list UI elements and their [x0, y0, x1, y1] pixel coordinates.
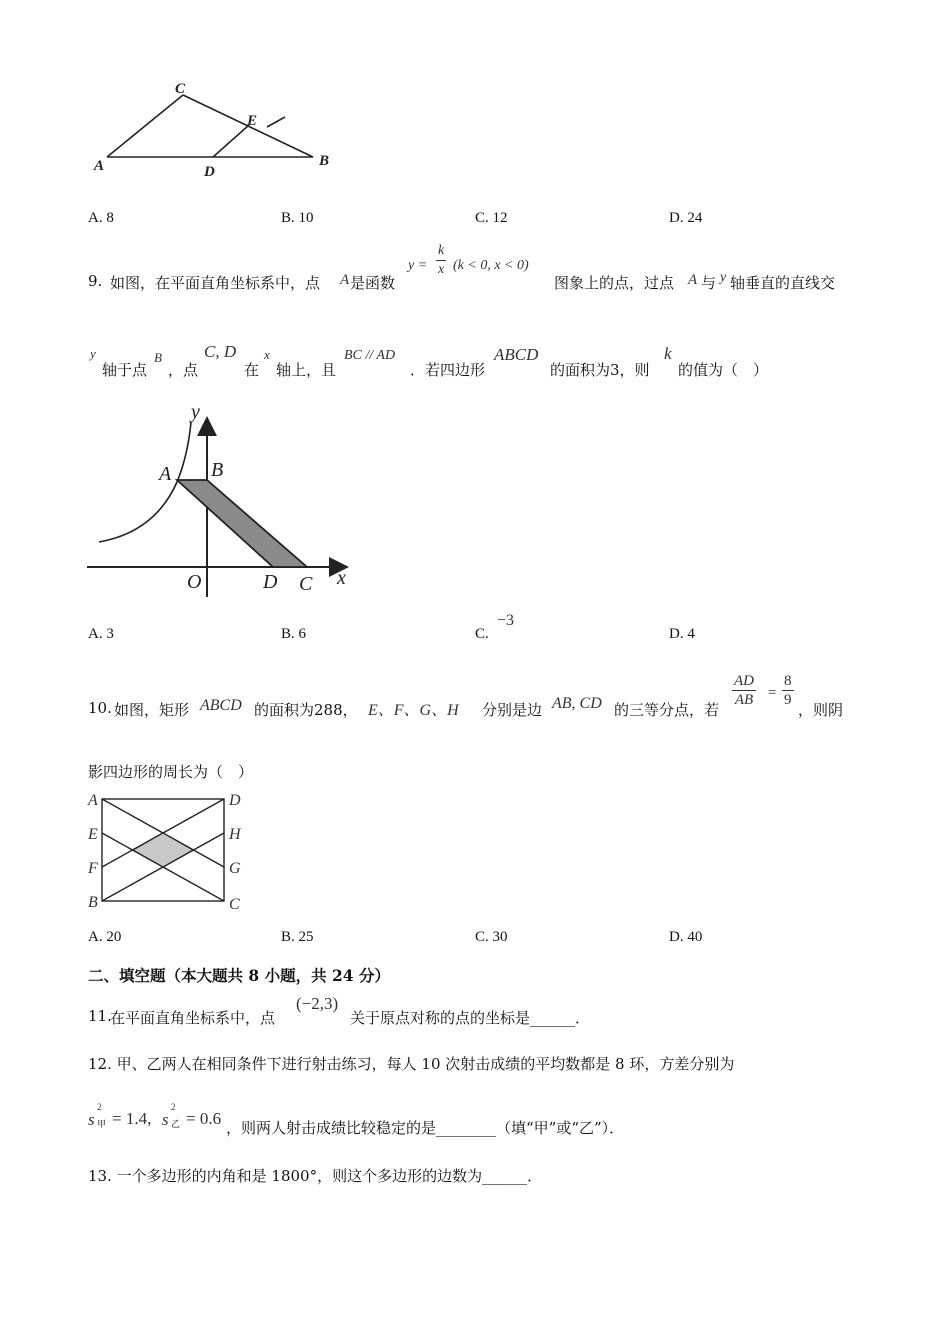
q9-fig-label-c: C: [299, 573, 313, 595]
q10-ratio-fraction: [732, 672, 756, 709]
q8-option-b: B. 10: [281, 210, 314, 226]
q10-eq: =: [768, 685, 777, 701]
q9-text4: 与: [701, 274, 717, 292]
q9-abcd: ABCD: [494, 345, 539, 364]
q12-s-sub-b: 乙: [171, 1120, 181, 1130]
q10-rectangle-figure: [85, 785, 265, 917]
q12-s-sub-a: 甲: [97, 1120, 107, 1130]
q12-text1: 甲、乙两人在相同条件下进行射击练习，每人 10 次射击成绩的平均数都是 8 环，方差分别为: [116, 1055, 735, 1073]
q9-text3: 图象上的点，过点: [554, 274, 675, 292]
q9-line2-y: y: [90, 346, 96, 361]
q10-fig-label-b: B: [88, 894, 98, 911]
q12-s-val-b: = 0.6: [186, 1109, 222, 1128]
q9-func-k: k: [436, 242, 446, 261]
q12-s-symbol-a: s: [88, 1110, 95, 1129]
q9-func-y: y =: [408, 258, 428, 273]
q11-number: 11.: [88, 1007, 112, 1025]
q11-point: (−2,3): [296, 994, 339, 1013]
q9-option-c: C.: [475, 626, 489, 642]
q11-text1: 在平面直角坐标系中，点: [110, 1009, 276, 1027]
q9-func-fraction: [436, 242, 446, 279]
q8-label-c: C: [175, 81, 186, 97]
q10-sides: AB, CD: [552, 695, 602, 712]
section-2-title: 二、填空题（本大题共 8 小题，共 24 分）: [88, 966, 390, 985]
q10-fig-label-c: C: [229, 896, 240, 913]
q9-func-condition: (k < 0, x < 0): [453, 258, 529, 273]
q9-points-cd: C, D: [204, 342, 237, 361]
q9-text7: ，点: [168, 361, 199, 379]
q8-option-d: D. 24: [669, 210, 703, 226]
q12-s-val-a: = 1.4,: [112, 1109, 152, 1128]
q8-triangle-figure: [85, 75, 345, 185]
q12-text2: ，则两人射击成绩比较稳定的是________（填“甲”或“乙”）．: [226, 1119, 625, 1137]
q9-option-c-value: −3: [497, 612, 515, 629]
q8-label-a: A: [94, 158, 105, 174]
q10-val-den: 9: [784, 692, 792, 708]
q13-number: 13.: [88, 1167, 112, 1185]
q12-number: 12.: [88, 1055, 112, 1073]
q12-s-sup-b: 2: [171, 1102, 176, 1112]
q9-text11: 的面积为3，则: [550, 361, 650, 379]
q9-parallel: BC // AD: [344, 348, 396, 363]
q10-fig-label-a: A: [88, 792, 98, 809]
q9-fig-label-y: y: [191, 401, 200, 423]
q10-text5: ，则阴: [798, 701, 844, 719]
q8-label-e: E: [247, 113, 258, 129]
q9-k-var: k: [664, 344, 672, 363]
q10-frac-den: AB: [734, 692, 754, 708]
q9-text5: 轴垂直的直线交: [730, 274, 836, 292]
q10-line2: 影四边形的周长为（ ）: [88, 763, 254, 781]
q13-text1: 一个多边形的内角和是 1800°，则这个多边形的边数为______．: [116, 1167, 543, 1185]
q10-fig-label-e: E: [88, 826, 98, 843]
q11-text2: 关于原点对称的点的坐标是______．: [350, 1009, 591, 1027]
q12-s-sup-a: 2: [97, 1102, 102, 1112]
q10-option-a: A. 20: [88, 929, 122, 945]
q10-fig-label-d: D: [229, 792, 241, 809]
q9-text2: 是函数: [350, 274, 396, 292]
q8-option-c: C. 12: [475, 210, 508, 226]
q9-func-x: x: [438, 262, 445, 277]
q10-fig-label-f: F: [88, 860, 98, 877]
q9-fig-label-x: x: [337, 567, 346, 589]
q10-option-b: B. 25: [281, 929, 314, 945]
q8-label-b: B: [319, 153, 330, 169]
q10-value-fraction: [782, 672, 794, 709]
q9-point-a: A: [340, 272, 350, 288]
q10-text4: 的三等分点，若: [614, 701, 720, 719]
q9-fig-label-o: O: [187, 571, 202, 593]
q9-coordinate-figure: [85, 400, 365, 605]
q9-x-var: x: [264, 347, 270, 362]
q10-val-num: 8: [784, 673, 792, 689]
q10-fig-label-h: H: [229, 826, 241, 843]
q10-text2: 的面积为288，: [254, 701, 358, 719]
q13-line: [88, 1165, 542, 1186]
q9-fig-label-b: B: [211, 459, 224, 481]
q9-text6: 轴于点: [102, 361, 148, 379]
q10-abcd: ABCD: [200, 697, 242, 714]
q9-y-var: y: [720, 270, 727, 285]
q10-option-c: C. 30: [475, 929, 508, 945]
q9-number: 9.: [88, 272, 103, 290]
q10-option-d: D. 40: [669, 929, 703, 945]
q10-text3: 分别是边: [482, 701, 543, 719]
q12-s-symbol-b: s: [162, 1110, 169, 1129]
q9-fig-label-d: D: [263, 571, 278, 593]
q10-text1: 如图，矩形: [114, 701, 190, 719]
q9-option-b: B. 6: [281, 626, 307, 642]
q9-fig-label-a: A: [159, 463, 172, 485]
q9-text8: 在: [244, 361, 260, 379]
q8-option-a: A. 8: [88, 210, 114, 226]
q10-frac-num: AD: [734, 673, 754, 689]
q10-efgh: E、F、G、H: [368, 702, 459, 719]
q9-point-a-2: A: [688, 272, 698, 288]
q9-text10: ．若四边形: [410, 361, 486, 379]
q10-fig-label-g: G: [229, 860, 241, 877]
q10-number: 10.: [88, 699, 112, 717]
q9-text12: 的值为（ ）: [678, 361, 769, 379]
q9-option-a: A. 3: [88, 626, 114, 642]
q9-option-d: D. 4: [669, 626, 695, 642]
q9-text1: 如图，在平面直角坐标系中，点: [110, 274, 321, 292]
q9-point-b: B: [154, 350, 162, 365]
q8-label-d: D: [204, 164, 215, 180]
q9-text9: 轴上，且: [276, 361, 337, 379]
q12-line1: [88, 1053, 734, 1074]
